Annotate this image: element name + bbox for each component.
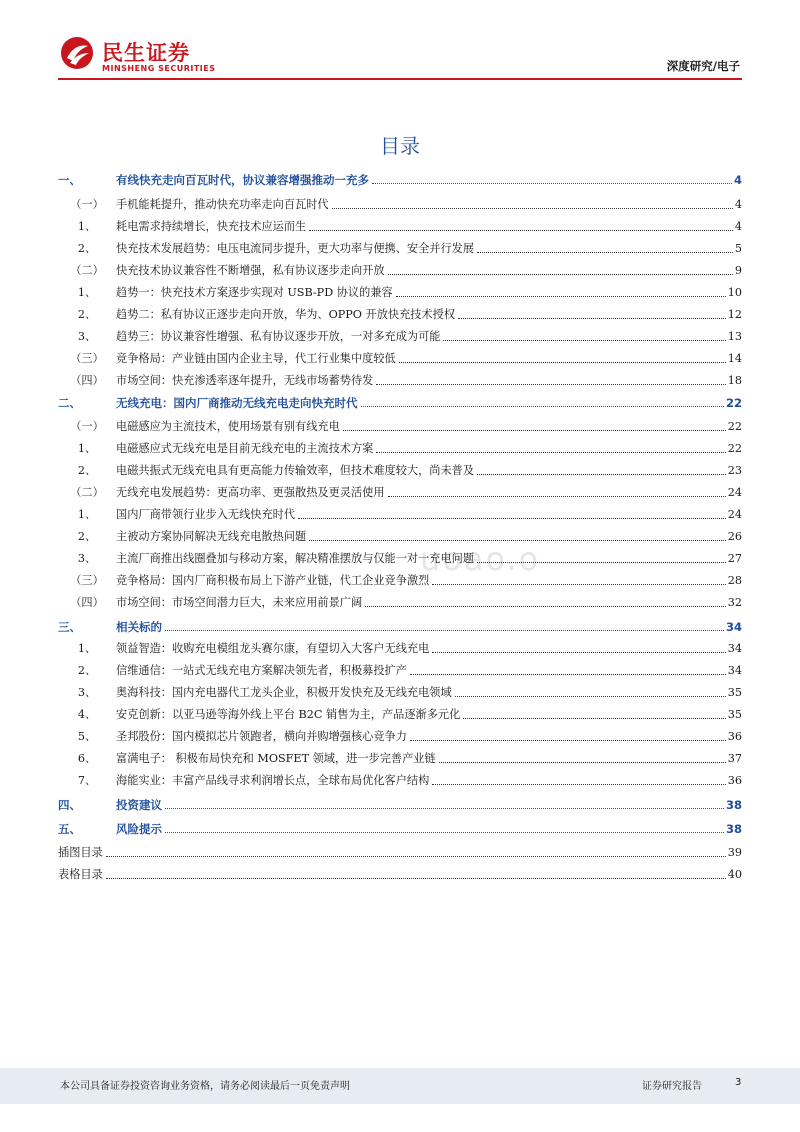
toc-dot-leader bbox=[365, 606, 726, 607]
toc-entry-title: 竞争格局：国内厂商积极布局上下游产业链，代工企业竞争激烈 bbox=[116, 574, 430, 587]
toc-entry-number: 2、 bbox=[77, 308, 97, 321]
toc-entry[interactable] bbox=[58, 797, 742, 813]
toc-entry-title: 圣邦股份：国内模拟芯片领跑者，横向并购增强核心竞争力 bbox=[116, 730, 407, 743]
toc-entry-title: 有线快充走向百瓦时代，协议兼容增强推动一充多 bbox=[116, 173, 369, 187]
toc-page-number: 4 bbox=[733, 173, 742, 187]
toc-entry-title: 信维通信：一站式无线充电方案解决领先者，积极募投扩产 bbox=[116, 664, 407, 677]
toc-entry-number: 3、 bbox=[77, 552, 97, 565]
toc-entry-number: 6、 bbox=[77, 752, 97, 765]
toc-entry[interactable] bbox=[58, 351, 742, 367]
toc-dot-leader bbox=[298, 518, 726, 519]
toc-entry[interactable] bbox=[58, 529, 742, 545]
toc-page-number: 18 bbox=[727, 374, 742, 387]
toc-entry-title: 风险提示 bbox=[116, 822, 162, 836]
toc-page-number: 36 bbox=[727, 730, 742, 743]
toc-entry[interactable] bbox=[58, 241, 742, 257]
toc-dot-leader bbox=[309, 230, 733, 231]
toc-entry[interactable] bbox=[58, 263, 742, 279]
toc-entry[interactable] bbox=[58, 707, 742, 723]
toc-entry-number: （四） bbox=[70, 374, 104, 387]
toc-page-number: 12 bbox=[727, 308, 742, 321]
toc-entry-number: 五、 bbox=[58, 822, 81, 836]
toc-entry-title: 国内厂商带领行业步入无线快充时代 bbox=[116, 508, 296, 521]
toc-entry[interactable] bbox=[58, 573, 742, 589]
toc-entry[interactable] bbox=[58, 867, 742, 883]
toc-entry-title: 海能实业：丰富产品线寻求利润增长点，全球布局优化客户结构 bbox=[116, 774, 430, 787]
toc-page-number: 13 bbox=[727, 330, 742, 343]
toc-dot-leader bbox=[477, 252, 733, 253]
toc-entry-title: 市场空间：快充渗透率逐年提升，无线市场蓄势待发 bbox=[116, 374, 374, 387]
toc-entry-number: 5、 bbox=[77, 730, 97, 743]
toc-entry-number: 2、 bbox=[77, 664, 97, 677]
toc-dot-leader bbox=[477, 562, 726, 563]
toc-entry[interactable] bbox=[58, 595, 742, 611]
toc-dot-leader bbox=[458, 318, 726, 319]
toc-entry[interactable] bbox=[58, 729, 742, 745]
toc-entry-number: （四） bbox=[70, 596, 104, 609]
toc-page-number: 27 bbox=[727, 552, 742, 565]
toc-entry-title: 插图目录 bbox=[58, 846, 103, 859]
toc-entry[interactable] bbox=[58, 507, 742, 523]
toc-entry[interactable] bbox=[58, 463, 742, 479]
toc-entry-number: 一、 bbox=[58, 173, 81, 187]
toc-dot-leader bbox=[376, 384, 725, 385]
toc-entry-number: （一） bbox=[70, 198, 104, 211]
toc-page-number: 38 bbox=[725, 798, 742, 812]
toc-dot-leader bbox=[106, 878, 726, 879]
toc-dot-leader bbox=[463, 718, 725, 719]
toc-page-number: 26 bbox=[727, 530, 742, 543]
toc-entry[interactable] bbox=[58, 551, 742, 567]
toc-dot-leader bbox=[106, 856, 726, 857]
toc-page-number: 35 bbox=[727, 686, 742, 699]
toc-entry-title: 投资建议 bbox=[116, 798, 162, 812]
toc-page-number: 36 bbox=[727, 774, 742, 787]
toc-dot-leader bbox=[388, 496, 726, 497]
toc-entry-title: 市场空间：市场空间潜力巨大，未来应用前景广阔 bbox=[116, 596, 363, 609]
toc-page-number: 35 bbox=[727, 708, 742, 721]
toc-entry[interactable] bbox=[58, 845, 742, 861]
report-section-label: 深度研究/电子 bbox=[666, 59, 740, 73]
toc-page-number: 34 bbox=[727, 664, 742, 677]
toc-entry[interactable] bbox=[58, 197, 742, 213]
toc-entry-number: 1、 bbox=[77, 220, 97, 233]
toc-entry-title: 奥海科技：国内充电器代工龙头企业，积极开发快充及无线充电领域 bbox=[116, 686, 452, 699]
toc-page-number: 10 bbox=[727, 286, 742, 299]
toc-entry-number: 2、 bbox=[77, 242, 97, 255]
toc-dot-leader bbox=[432, 584, 725, 585]
footer-page-number: 3 bbox=[735, 1077, 742, 1088]
toc-page-number: 24 bbox=[727, 508, 742, 521]
toc-dot-leader bbox=[443, 340, 725, 341]
toc-entry[interactable] bbox=[58, 441, 742, 457]
toc-page-number: 22 bbox=[725, 396, 742, 410]
toc-page-number: 28 bbox=[727, 574, 742, 587]
toc-entry[interactable] bbox=[58, 751, 742, 767]
toc-dot-leader bbox=[309, 540, 726, 541]
toc-entry-title: 耗电需求持续增长，快充技术应运而生 bbox=[116, 220, 307, 233]
toc-entry-title: 趋势一：快充技术方案逐步实现对 USB-PD 协议的兼容 bbox=[116, 286, 393, 299]
footer-disclaimer: 本公司具备证券投资咨询业务资格，请务必阅读最后一页免责声明 bbox=[60, 1081, 350, 1092]
toc-entry[interactable] bbox=[58, 821, 742, 837]
watermark: uoao.o bbox=[420, 540, 541, 578]
footer-report-type: 证券研究报告 bbox=[642, 1081, 702, 1092]
toc-entry-title: 手机能耗提升，推动快充功率走向百瓦时代 bbox=[116, 198, 329, 211]
toc-entry[interactable] bbox=[58, 285, 742, 301]
toc-entry-title: 趋势二：私有协议正逐步走向开放，华为、OPPO 开放快充技术授权 bbox=[116, 308, 456, 321]
toc-page-number: 34 bbox=[725, 620, 742, 634]
toc-entry-number: 2、 bbox=[77, 464, 97, 477]
toc-page-number: 32 bbox=[727, 596, 742, 609]
toc-entry-number: （一） bbox=[70, 420, 104, 433]
toc-dot-leader bbox=[376, 452, 725, 453]
toc-entry-number: （二） bbox=[70, 486, 104, 499]
toc-entry-number: 7、 bbox=[77, 774, 97, 787]
toc-entry-number: 3、 bbox=[77, 686, 97, 699]
toc-entry[interactable] bbox=[58, 329, 742, 345]
toc-entry[interactable] bbox=[58, 773, 742, 789]
toc-dot-leader bbox=[388, 274, 733, 275]
minsheng-logo-icon bbox=[60, 36, 94, 70]
toc-entry[interactable] bbox=[58, 419, 742, 435]
toc-entry-title: 电磁感应式无线充电是目前无线充电的主流技术方案 bbox=[116, 442, 374, 455]
toc-dot-leader bbox=[410, 674, 726, 675]
toc-entry-title: 领益智造：收购充电模组龙头赛尔康，有望切入大客户无线充电 bbox=[116, 642, 430, 655]
toc-dot-leader bbox=[455, 696, 726, 697]
toc-dot-leader bbox=[165, 630, 724, 631]
toc-entry-title: 安克创新：以亚马逊等海外线上平台 B2C 销售为主，产品逐渐多元化 bbox=[116, 708, 461, 721]
toc-entry[interactable] bbox=[58, 373, 742, 389]
toc-dot-leader bbox=[165, 832, 724, 833]
toc-entry-number: （三） bbox=[70, 574, 104, 587]
toc-entry-title: 无线充电发展趋势：更高功率、更强散热及更灵活使用 bbox=[116, 486, 385, 499]
toc-dot-leader bbox=[432, 652, 725, 653]
toc-entry-number: 3、 bbox=[77, 330, 97, 343]
toc-entry[interactable] bbox=[58, 307, 742, 323]
toc-page-number: 39 bbox=[727, 846, 742, 859]
toc-dot-leader bbox=[332, 208, 733, 209]
toc-dot-leader bbox=[396, 296, 726, 297]
toc-entry-number: 1、 bbox=[77, 508, 97, 521]
toc-entry-number: 1、 bbox=[77, 642, 97, 655]
toc-entry[interactable] bbox=[58, 685, 742, 701]
toc-page-number: 24 bbox=[727, 486, 742, 499]
toc-dot-leader bbox=[399, 362, 726, 363]
toc-entry-title: 快充技术发展趋势：电压电流同步提升，更大功率与便携、安全并行发展 bbox=[116, 242, 475, 255]
toc-entry-title: 富满电子： 积极布局快充和 MOSFET 领域，进一步完善产业链 bbox=[116, 752, 436, 765]
toc-dot-leader bbox=[439, 762, 726, 763]
toc-entry-number: 1、 bbox=[77, 286, 97, 299]
toc-page-number: 9 bbox=[734, 264, 742, 277]
header-divider bbox=[58, 78, 742, 80]
toc-entry-title: 电磁感应为主流技术，使用场景有别有线充电 bbox=[116, 420, 340, 433]
toc-entry-title: 主被动方案协同解决无线充电散热问题 bbox=[116, 530, 307, 543]
toc-entry[interactable] bbox=[58, 395, 742, 411]
toc-entry-number: 二、 bbox=[58, 396, 81, 410]
brand-name-cn: 民生证券 bbox=[102, 41, 190, 65]
toc-dot-leader bbox=[165, 808, 724, 809]
toc-entry-title: 主流厂商推出线圈叠加与移动方案，解决精准摆放与仅能一对一充电问题 bbox=[116, 552, 475, 565]
toc-entry-number: 2、 bbox=[77, 530, 97, 543]
toc-entry-number: 三、 bbox=[58, 620, 81, 634]
toc-entry-title: 趋势三：协议兼容性增强、私有协议逐步开放，一对多充成为可能 bbox=[116, 330, 441, 343]
toc-page-number: 5 bbox=[734, 242, 742, 255]
toc-dot-leader bbox=[477, 474, 726, 475]
toc-dot-leader bbox=[361, 406, 724, 407]
toc-entry-title: 竞争格局：产业链由国内企业主导，代工行业集中度较低 bbox=[116, 352, 396, 365]
brand-name-en: MINSHENG SECURITIES bbox=[102, 64, 216, 73]
toc-entry[interactable] bbox=[58, 219, 742, 235]
toc-dot-leader bbox=[343, 430, 726, 431]
toc-page-number: 14 bbox=[727, 352, 742, 365]
toc-page-number: 37 bbox=[727, 752, 742, 765]
toc-entry-number: 四、 bbox=[58, 798, 81, 812]
toc-entry-title: 无线充电：国内厂商推动无线充电走向快充时代 bbox=[116, 396, 358, 410]
toc-page-number: 23 bbox=[727, 464, 742, 477]
toc-entry[interactable] bbox=[58, 485, 742, 501]
toc-page-number: 34 bbox=[727, 642, 742, 655]
page-header bbox=[0, 0, 800, 82]
toc-entry-title: 相关标的 bbox=[116, 620, 162, 634]
toc-entry[interactable] bbox=[58, 641, 742, 657]
toc-dot-leader bbox=[372, 183, 732, 184]
toc-entry-number: 4、 bbox=[77, 708, 97, 721]
toc-page-number: 22 bbox=[727, 420, 742, 433]
toc-entry-title: 电磁共振式无线充电具有更高能力传输效率，但技术难度较大，尚未普及 bbox=[116, 464, 475, 477]
toc-entry[interactable] bbox=[58, 172, 742, 188]
toc-dot-leader bbox=[410, 740, 726, 741]
toc-entry[interactable] bbox=[58, 663, 742, 679]
toc-entry-title: 表格目录 bbox=[58, 868, 103, 881]
toc-page-number: 4 bbox=[734, 198, 742, 211]
toc-entry-title: 快充技术协议兼容性不断增强，私有协议逐步走向开放 bbox=[116, 264, 385, 277]
toc-page-number: 22 bbox=[727, 442, 742, 455]
toc-page-number: 4 bbox=[734, 220, 742, 233]
toc-entry-number: （三） bbox=[70, 352, 104, 365]
toc-entry-number: 1、 bbox=[77, 442, 97, 455]
toc-page-number: 40 bbox=[727, 868, 742, 881]
toc-title: 目录 bbox=[380, 134, 420, 158]
toc-entry[interactable] bbox=[58, 619, 742, 635]
toc-page-number: 38 bbox=[725, 822, 742, 836]
toc-dot-leader bbox=[432, 784, 725, 785]
toc-entry-number: （二） bbox=[70, 264, 104, 277]
